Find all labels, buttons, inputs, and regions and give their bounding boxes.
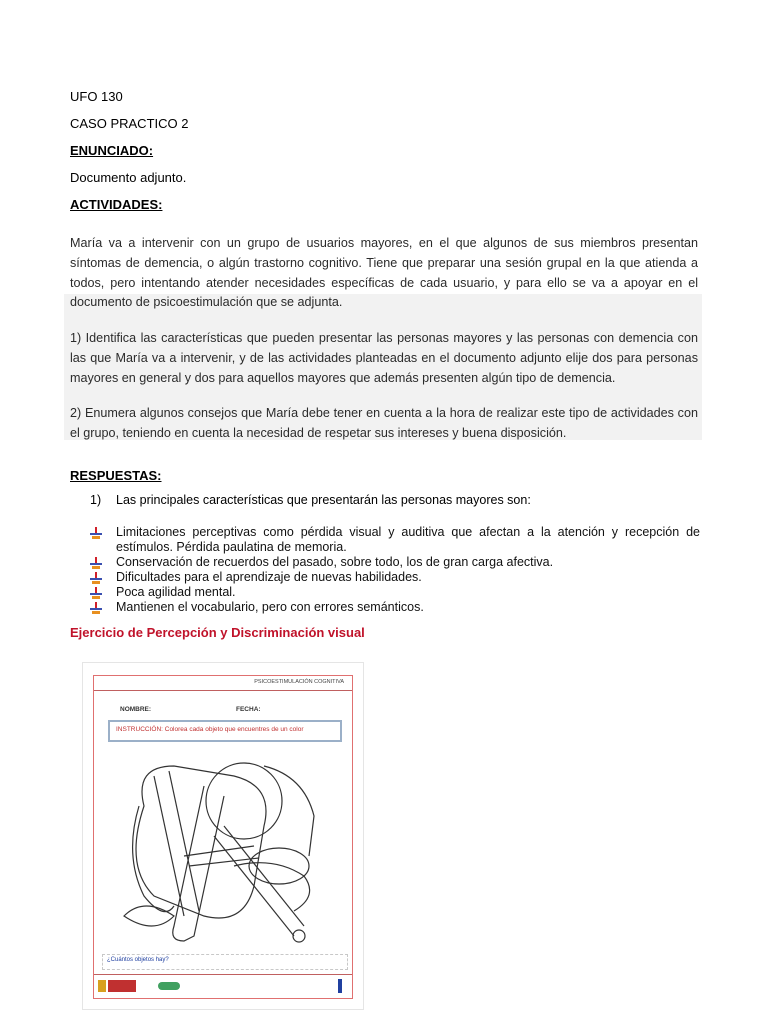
instruction-box: INSTRUCCIÓN: Colorea cada objeto que encuentres de un color [108, 720, 342, 742]
arrow-bullet-icon [88, 555, 116, 569]
worksheet-header: PSICOESTIMULACIÓN COGNITIVA [94, 676, 352, 691]
actividades-intro: María va a intervenir con un grupo de usuarios mayores, en el que algunos de sus miembros presentan síntomas de demencia, o algún trastorno cognitivo. Tiene que preparar una sesión grupal en la que atienda a todos, pero intentando atender necesidades específicas de cada usuario, y para ello se va a apoyar en el documento de psicoestimulación que se adjunta. [70, 236, 698, 310]
worksheet-frame [93, 675, 353, 999]
actividades-heading: ACTIVIDADES: [70, 197, 163, 212]
flag-logo-icon [98, 980, 106, 992]
fecha-label: FECHA: [236, 706, 261, 713]
overlapping-utensils-drawing [114, 746, 334, 946]
worksheet-footer [94, 974, 352, 999]
nombre-label: NOMBRE: [120, 706, 152, 713]
page-mark-icon [338, 979, 342, 993]
arrow-bullet-icon [88, 525, 116, 539]
worksheet-image [82, 662, 364, 1010]
enunciado-heading: ENUNCIADO: [70, 143, 154, 158]
exercise-heading: Ejercicio de Percepción y Discriminación visual [70, 625, 365, 640]
question-1: 1) Identifica las características que pueden presentar las personas mayores y las personas con demencia con las que María va a intervenir, y de las actividades planteadas en el documento adjunto elije dos para personas mayores en general y dos para aquellos mayores que además presenten algún tipo de demencia. [70, 331, 698, 385]
list-item: Mantienen el vocabulario, pero con errores semánticos. [88, 600, 700, 615]
arrow-bullet-icon [88, 570, 116, 584]
respuestas-heading: RESPUESTAS: [70, 468, 162, 483]
list-item: Poca agilidad mental. [88, 585, 700, 600]
enunciado-text: Documento adjunto. [70, 170, 187, 185]
arrow-bullet-icon [88, 585, 116, 599]
respuesta-number: 1) [90, 493, 102, 507]
course-code: UFO 130 [70, 89, 123, 104]
government-logo-icon [108, 980, 136, 992]
characteristics-list [88, 525, 700, 615]
green-logo-icon [158, 982, 180, 990]
list-item: Limitaciones perceptivas como pérdida visual y auditiva que afectan a la atención y recepción de estímulos. Pérdida paulatina de memoria. [88, 525, 700, 555]
arrow-bullet-icon [88, 600, 116, 614]
list-item: Dificultades para el aprendizaje de nuevas habilidades. [88, 570, 700, 585]
count-question-box: ¿Cuántos objetos hay? [102, 954, 348, 970]
question-2: 2) Enumera algunos consejos que María debe tener en cuenta a la hora de realizar este tipo de actividades con el grupo, teniendo en cuenta la necesidad de respetar sus intereses y buena disposición. [70, 406, 698, 440]
list-item: Conservación de recuerdos del pasado, sobre todo, los de gran carga afectiva. [88, 555, 700, 570]
case-title: CASO PRACTICO 2 [70, 116, 189, 131]
respuesta-intro: Las principales características que presentarán las personas mayores son: [116, 493, 531, 507]
